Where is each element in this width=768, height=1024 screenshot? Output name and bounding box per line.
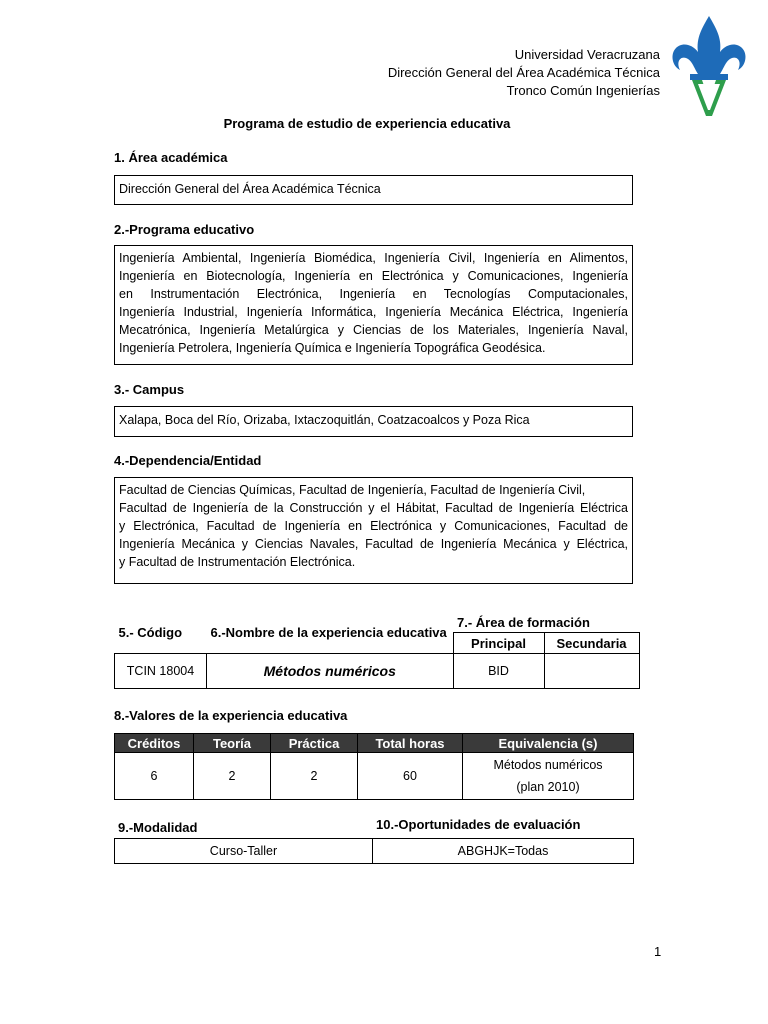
- campus-value: Xalapa, Boca del Río, Orizaba, Ixtaczoquitlán, Coatzacoalcos y Poza Rica: [119, 413, 530, 427]
- course-values-table: [114, 733, 634, 800]
- uv-flor-de-lis-logo-icon: [668, 14, 750, 118]
- dependency-line: y Electrónica, Facultad de Ingeniería en Electrónica y Comunicaciones, Facultad de: [119, 519, 628, 533]
- section-8-label: 8.-Valores de la experiencia educativa: [114, 708, 348, 723]
- section-2-label: 2.-Programa educativo: [114, 222, 255, 237]
- campus-box: [114, 406, 633, 437]
- dependency-box: [114, 477, 633, 584]
- course-identification-table: [114, 612, 640, 689]
- total-hours-header: Total horas: [358, 734, 463, 753]
- course-name: Métodos numéricos: [207, 654, 454, 689]
- equivalence-header: Equivalencia (s): [463, 734, 634, 753]
- theory-value: 2: [194, 753, 271, 800]
- formation-area-header: 7.- Área de formación: [457, 614, 590, 630]
- course-code: TCIN 18004: [115, 654, 207, 689]
- program-line: Ingeniería en Biotecnología, Ingeniería en Electrónica y Comunicaciones, Ingeniería: [119, 269, 628, 283]
- secondary-header: Secundaria: [544, 633, 639, 654]
- credits-header: Créditos: [115, 734, 194, 753]
- dependency-line: Facultad de Ciencias Químicas, Facultad de Ingeniería, Facultad de Ingeniería Civil,: [119, 483, 586, 497]
- code-header: 5.- Código: [115, 612, 207, 654]
- practice-header: Práctica: [271, 734, 358, 753]
- institution-header: [388, 46, 660, 100]
- principal-header: Principal: [453, 633, 544, 654]
- dependency-line: y Facultad de Instrumentación Electrónica.: [119, 555, 356, 569]
- dependency-line: Facultad de Ingeniería de la Construcción y el Hábitat, Facultad de Ingeniería Eléctrica: [119, 501, 628, 515]
- educational-program-box: [114, 245, 633, 365]
- program-line: Ingeniería Petrolera, Ingeniería Química e Ingeniería Topográfica Geodésica.: [119, 341, 546, 355]
- section-4-label: 4.-Dependencia/Entidad: [114, 453, 262, 468]
- equivalence-value: [463, 753, 634, 800]
- practice-value: 2: [271, 753, 358, 800]
- academic-area-value: Dirección General del Área Académica Técnica: [119, 182, 381, 196]
- dependency-line: Ingeniería Mecánica y Ciencias Navales, Facultad de Ingeniería Mecánica y Eléctrica,: [119, 537, 628, 551]
- directorate-name: Dirección General del Área Académica Técnica: [387, 65, 660, 80]
- academic-area-box: [114, 175, 633, 205]
- program-line: en Instrumentación Electrónica, Ingeniería en Tecnologías Computacionales,: [119, 287, 628, 301]
- program-line: Ingeniería Ambiental, Ingeniería Biomédica, Ingeniería Civil, Ingeniería en Alimentos,: [119, 251, 628, 265]
- document-title: Programa de estudio de experiencia educativa: [223, 116, 511, 131]
- course-name-header: 6.-Nombre de la experiencia educativa: [207, 612, 454, 654]
- modality-table: [114, 838, 634, 864]
- theory-header: Teoría: [194, 734, 271, 753]
- page-number: 1: [654, 944, 662, 959]
- section-9-label: 9.-Modalidad: [118, 820, 198, 835]
- program-area-name: Tronco Común Ingenierías: [506, 83, 660, 98]
- modality-value: Curso-Taller: [115, 839, 373, 864]
- principal-area: BID: [453, 654, 544, 689]
- program-line: Mecatrónica, Ingeniería Metalúrgica y Ciencias de los Materiales, Ingeniería Naval,: [119, 323, 628, 337]
- section-1-label: 1. Área académica: [114, 150, 228, 165]
- equivalence-line: Métodos numéricos: [493, 758, 603, 772]
- section-10-label: 10.-Oportunidades de evaluación: [376, 817, 581, 832]
- section-3-label: 3.- Campus: [114, 382, 185, 397]
- equivalence-line: (plan 2010): [516, 780, 580, 794]
- evaluation-opportunities-value: ABGHJK=Todas: [373, 839, 634, 864]
- credits-value: 6: [115, 753, 194, 800]
- university-name: Universidad Veracruzana: [514, 47, 660, 62]
- secondary-area: [544, 654, 639, 689]
- total-hours-value: 60: [358, 753, 463, 800]
- program-line: Ingeniería Industrial, Ingeniería Informática, Ingeniería Mecánica Eléctrica, Ingeniería: [119, 305, 628, 319]
